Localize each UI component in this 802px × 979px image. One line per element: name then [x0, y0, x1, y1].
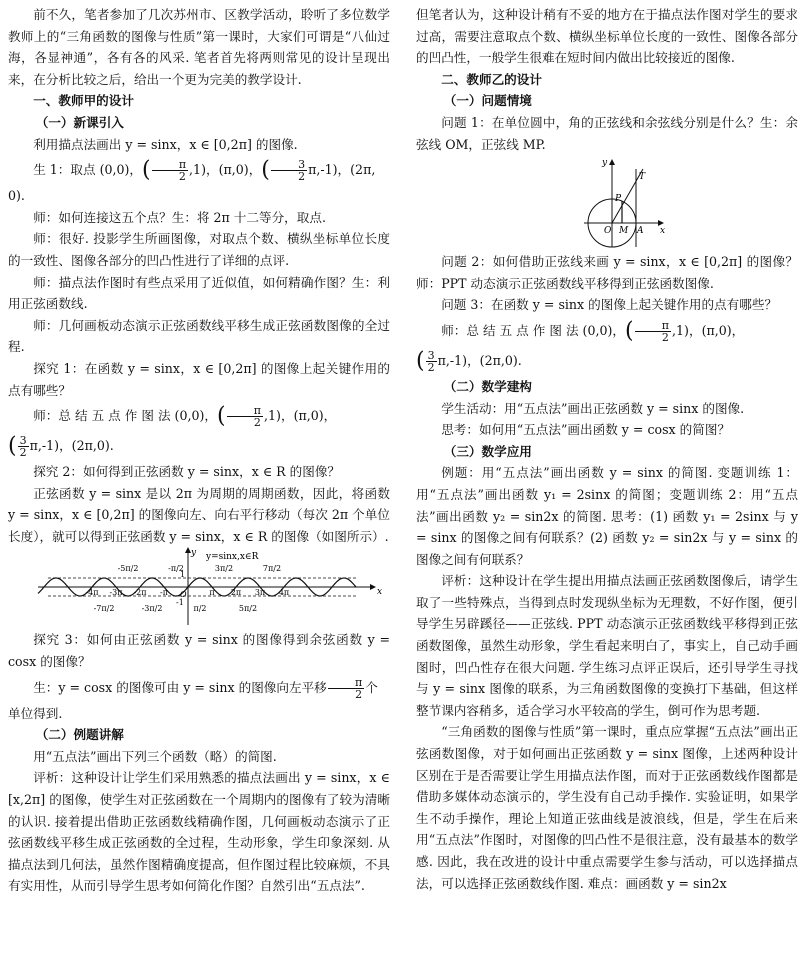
- paren: (: [8, 433, 17, 459]
- unit-circle-figure: [416, 155, 798, 251]
- numerator: π: [152, 159, 188, 171]
- text: 生 1：取点 (0,0)，: [33, 162, 143, 178]
- subsection-heading: （一）新课引入: [35, 114, 124, 130]
- subsection-heading: （三）数学应用: [443, 443, 532, 459]
- tick-label-below: -3π/2: [141, 604, 163, 614]
- denominator: 2: [427, 360, 435, 374]
- text: ，(π,0)，: [280, 408, 337, 424]
- paragraph: 例题：用“五点法”画出函数 y = sinx 的简图. 变题训练 1：用“五点法”画出函数 y₁ = 2sinx 的简图；变题训练 2：用“五点法”画出函数 y₂ = sin2x 的简图. 思考：(1) 函数 y₁ = 2sinx 与 y = sinx 的图像之间有何联系？(2) 函数 y₂ = sin2x 与 y = sinx 的图像之间有何联系？: [416, 465, 798, 567]
- tick-label-axis: -4π: [85, 588, 99, 598]
- origin-label: O: [180, 590, 187, 600]
- text: ,1): [264, 408, 281, 424]
- paragraph: 前不久，笔者参加了几次苏州市、区教学活动，聆听了多位数学教师上的“三角函数的图像与性质”第一课时，大家们可谓是“八仙过海，各显神通”，各有各的风采. 笔者首先将两则常见的设计呈现出来，在分析比较之后，给出一个更为完美的教学设计.: [8, 7, 390, 87]
- tick-label-axis: π: [209, 588, 215, 598]
- sine-graph: [8, 547, 390, 629]
- subsection-heading: （二）例题讲解: [35, 727, 124, 743]
- paragraph: 师：很好. 投影学生所画图像，对取点个数、横纵坐标单位长度的一致性、图像各部分的凹凸性进行了详细的点评.: [8, 231, 390, 268]
- fraction: [635, 320, 671, 343]
- text: ,-1): [316, 162, 338, 178]
- numerator: 3: [271, 159, 307, 171]
- tick-label-above: -π/2: [168, 564, 184, 574]
- fraction: [18, 435, 29, 458]
- label-A: A: [637, 226, 644, 237]
- text: π: [308, 162, 317, 178]
- tick-label-below: -7π/2: [93, 604, 115, 614]
- tick-label-below: π/2: [193, 604, 207, 614]
- numerator: π: [328, 677, 364, 689]
- text: ，(2π,0).: [59, 438, 114, 454]
- fraction: [152, 159, 188, 182]
- text: 师：总 结 五 点 作 图 法 (0,0)，: [441, 322, 626, 338]
- denominator: 2: [355, 687, 363, 701]
- paragraph: 0).: [8, 188, 25, 204]
- text: ,1): [189, 162, 206, 178]
- label-x: x: [660, 226, 666, 237]
- left-column: [8, 4, 390, 897]
- axis-x-label: x: [377, 587, 383, 598]
- denominator: 2: [661, 330, 669, 344]
- paragraph: 正弦函数 y = sinx 是以 2π 为周期的周期函数，因此，将函数 y = sinx，x ∈ [0,2π] 的图像向左、向右平行移动（每次 2π 个单位长度），就可以得到正弦函数 y = sinx，x ∈ R 的图像（如图所示）.: [8, 485, 390, 544]
- paragraph: 利用描点法画出 y = sinx，x ∈ [0,2π] 的图像.: [33, 136, 298, 152]
- tick-label-axis: -3π: [109, 588, 123, 598]
- section-heading: 一、教师甲的设计: [33, 93, 134, 109]
- student-answer: [8, 155, 390, 185]
- text: 个: [365, 679, 378, 695]
- unit-circle-diagram: [416, 155, 798, 251]
- text: π: [29, 438, 38, 454]
- section-heading: 二、教师乙的设计: [441, 71, 542, 87]
- text: ,1): [672, 322, 689, 338]
- paragraph: 用“五点法”画出下列三个函数（略）的简图.: [33, 748, 277, 764]
- axis-y-label: y: [191, 548, 197, 559]
- label-T: T: [639, 172, 646, 183]
- tick-label-axis: -π: [160, 588, 168, 598]
- paragraph: 问题 1：在单位圆中，角的正弦线和余弦线分别是什么？生：余弦线 OM，正弦线 MP.: [416, 114, 798, 152]
- tick-label-axis: -2π: [133, 588, 147, 598]
- tick-one-label: 1: [180, 570, 186, 580]
- teacher-summary-cont: [8, 431, 390, 461]
- text: ，(2π,: [337, 162, 376, 178]
- label-y: y: [602, 158, 608, 169]
- numerator: π: [635, 320, 671, 332]
- subsection-heading: （一）问题情境: [443, 93, 532, 109]
- label-M: M: [619, 226, 629, 237]
- denominator: 2: [298, 170, 306, 184]
- fraction: [328, 677, 364, 700]
- ticks-axis: [85, 588, 290, 600]
- paragraph: “三角函数的图像与性质”第一课时，重点应掌握“五点法”画出正弦函数图像，对于如何画出正弦函数 y = sinx 图像，上述两种设计区别在于是否需要让学生用描点法作图，而对于正弦函数线作图都是借助多媒体动态演示的，学生没有自己动手操作. 实验证明，如果学生不动手操作，理论上知道正弦曲线是波浪线，但是，学生在后来用“五点法”作图时，对图像的凹凸性不是很注意，没有最基本的数学感. 因此，我在改进的设计中重点需要学生参与活动，可以选择描点法，可以选择正弦函数线作图. 难点：画函数 y = sin2x: [416, 724, 798, 891]
- paragraph: 但笔者认为，这种设计稍有不妥的地方在于描点法作图对学生的要求过高，需要注意取点个数、横纵坐标单位长度的一致性、图像各部分的凹凸性，一般学生很难在短时间内做出比较接近的图像.: [416, 7, 798, 66]
- paragraph: 探究 1：在函数 y = sinx，x ∈ [0,2π] 的图像上起关键作用的点有哪些？: [8, 360, 390, 398]
- tick-label-below: 5π/2: [238, 604, 258, 614]
- numerator: π: [227, 405, 263, 417]
- text: ,-1): [37, 438, 60, 454]
- tick-label-above: -5π/2: [117, 564, 139, 574]
- denominator: 2: [253, 416, 261, 430]
- paragraph: 单位得到.: [8, 705, 63, 721]
- y-axis-arrow: [609, 159, 615, 165]
- teacher-summary-cont: [416, 346, 798, 376]
- paren: (: [142, 157, 151, 183]
- tick-label-axis: 2π: [230, 588, 242, 598]
- paragraph: 探究 2：如何得到正弦函数 y = sinx，x ∈ R 的图像？: [33, 464, 341, 480]
- fraction: [271, 159, 307, 182]
- paren: (: [416, 348, 425, 374]
- paragraph: 评析：这种设计让学生们采用熟悉的描点法画出 y = sinx，x ∈ [x,2π] 的图像，使学生对正弦函数在一个周期内的图像有了较为清晰的认识. 接着提出借助正弦函数线精确作图，几何画板动态演示了正弦函数线平移生成正弦函数的全过程，生动形象，学生印象深刻. 从描点法到几何法，虽然作图精确度提高，但作图过程比较麻烦，不具有实用性，从而引导学生思考如何简化作图？自然引出“五点法”.: [8, 770, 390, 894]
- paren: (: [625, 318, 634, 344]
- ticks-above: [118, 564, 281, 573]
- sine-graph-figure: [8, 547, 390, 629]
- text: 师：总 结 五 点 作 图 法 (0,0)，: [33, 408, 218, 424]
- student-answer: [8, 673, 390, 703]
- tick-label-axis: 3π: [254, 588, 266, 598]
- paragraph: 评析：这种设计在学生提出用描点法画正弦函数图像后，请学生取了一些特殊点，当得到点时发现纵坐标为无理数，不好作图，便引导学生另辟蹊径——正弦线. PPT 动态演示正弦函数线平移得到正弦函数图像，虽然生动形象，学生看起来明白了，事实上，自己动手画图时，凹凸性存在很大问题. 学生练习点评正误后，还引导学生寻找与 y = sinx 图像的联系，为三角函数图像的变换打下基础，但这样整节课内容稍多，适合学习水平较高的学生，倒可作为思考题.: [416, 573, 798, 718]
- paragraph: 探究 3：如何由正弦函数 y = sinx 的图像得到余弦函数 y = cosx 的图像？: [8, 632, 390, 670]
- denominator: 2: [19, 446, 27, 460]
- text: ，(π,0)，: [688, 322, 745, 338]
- paragraph: 师：如何连接这五个点？生：将 2π 十二等分，取点.: [33, 209, 326, 225]
- text: ，(π,0)，: [205, 162, 262, 178]
- text: ，(2π,0).: [467, 352, 522, 368]
- subsection-heading: （二）数学建构: [443, 378, 532, 394]
- paragraph: 问题 2：如何借助正弦线来画 y = sinx，x ∈ [0,2π] 的图像？师：PPT 动态演示正弦函数线平移得到正弦函数图像.: [416, 254, 798, 291]
- numerator: 3: [19, 434, 27, 448]
- fraction: [426, 350, 437, 373]
- teacher-summary: [416, 316, 798, 346]
- paragraph: 问题 3：在函数 y = sinx 的图像上起关键作用的点有哪些？: [441, 297, 778, 313]
- graph-label: y=sinx,x∈R: [206, 552, 259, 563]
- x-axis-arrow: [370, 584, 376, 590]
- text: 生：y = cosx 的图像可由 y = sinx 的图像向左平移: [33, 679, 327, 695]
- fraction: [227, 405, 263, 428]
- denominator: 2: [178, 170, 186, 184]
- tick-neg-one-label: -1: [176, 598, 184, 608]
- label-O: O: [604, 226, 612, 237]
- tick-label-above: 3π/2: [214, 564, 234, 574]
- text: ,-1): [445, 352, 468, 368]
- paragraph: 学生活动：用“五点法”画出正弦函数 y = sinx 的图像.: [441, 400, 745, 416]
- paragraph: 师：描点法作图时有些点采用了近似值，如何精确作图？生：利用正弦函数线.: [8, 274, 390, 312]
- paragraph: 思考：如何用“五点法”画出函数 y = cosx 的简图？: [441, 422, 731, 438]
- text: π: [437, 352, 446, 368]
- paren: (: [217, 403, 226, 429]
- label-P: P: [615, 194, 622, 205]
- paren: (: [261, 157, 270, 183]
- teacher-summary: [8, 401, 390, 431]
- numerator: 3: [427, 348, 435, 362]
- paragraph: 师：几何画板动态演示正弦函数线平移生成正弦函数图像的全过程.: [8, 317, 390, 355]
- tick-label-above: 7π/2: [262, 564, 282, 574]
- tick-label-axis: 4π: [278, 588, 290, 598]
- right-column: [416, 4, 798, 894]
